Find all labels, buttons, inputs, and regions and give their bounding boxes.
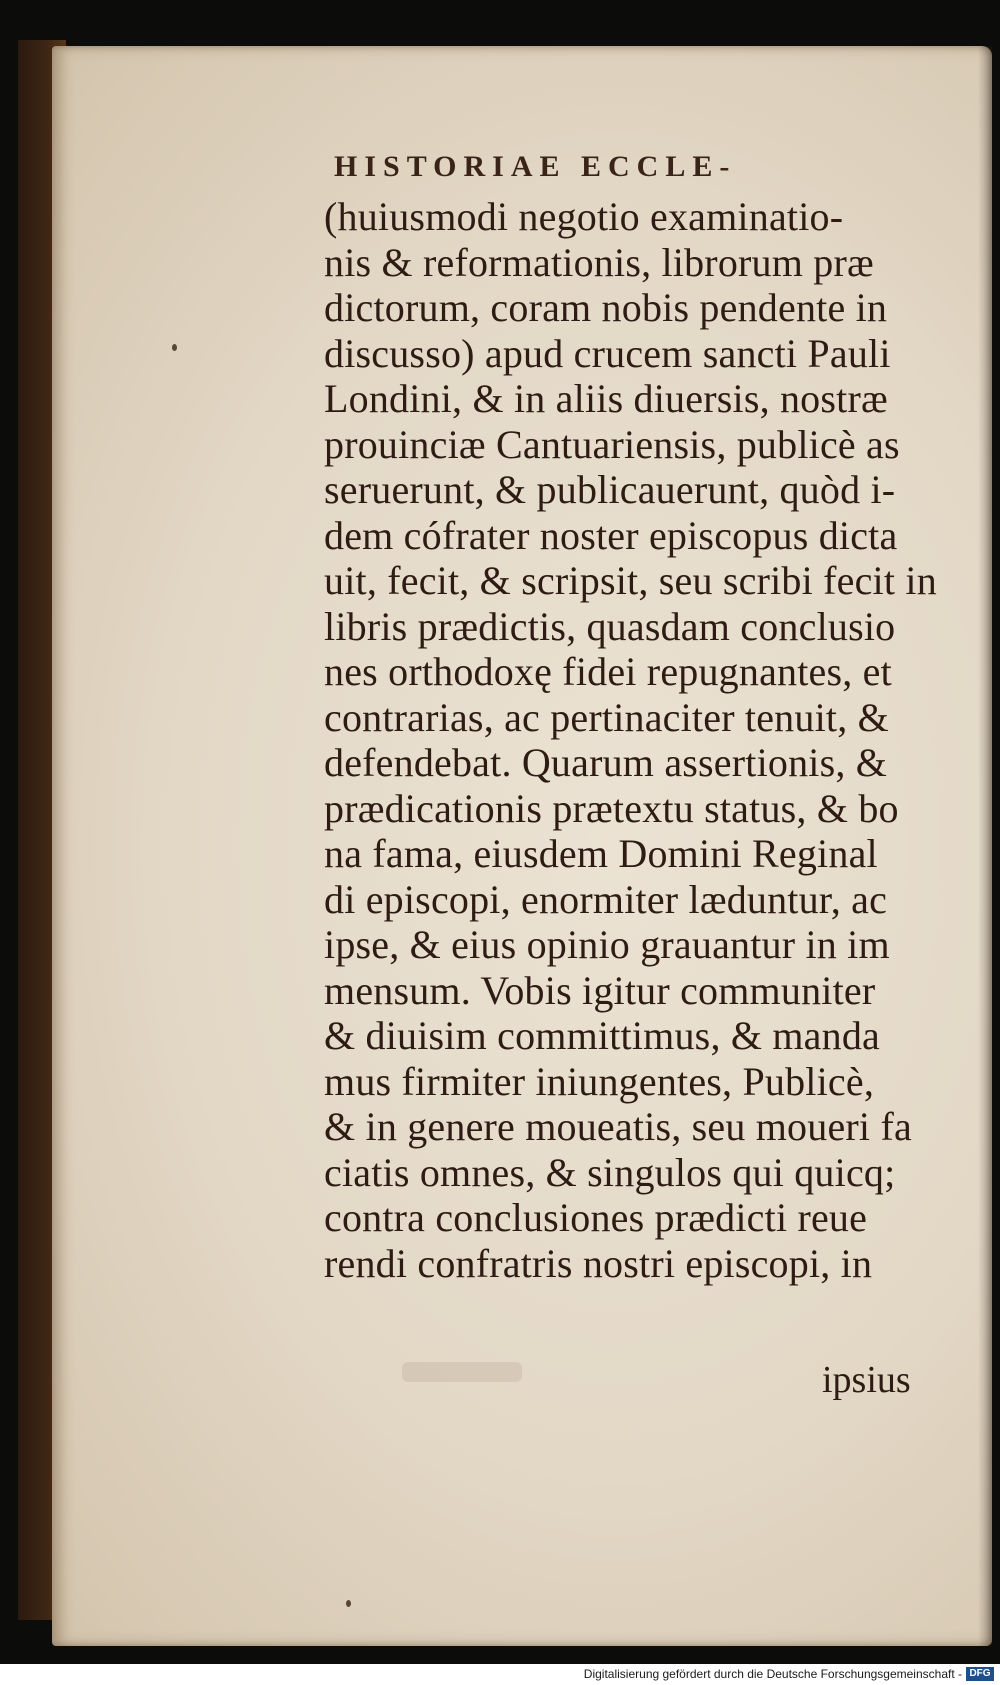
- text-line: mensum. Vobis igitur communiter: [324, 967, 876, 1013]
- text-line: seruerunt, & publicauerunt, quòd i-: [324, 467, 896, 512]
- text-line: discusso) apud crucem sancti Pauli: [324, 330, 891, 376]
- faint-bleedthrough-mark: [402, 1362, 522, 1382]
- ink-speck: [346, 1600, 351, 1607]
- text-line: ipse, & eius opinio grauantur in im: [324, 922, 890, 967]
- text-line: Londini, & in aliis diuersis, nostræ: [324, 376, 888, 421]
- text-line: nes orthodoxę fidei repugnantes, et: [324, 649, 892, 694]
- footer-credit: Digitalisierung gefördert durch die Deutsche Forschungsgemeinschaft -: [583, 1667, 962, 1681]
- footer-bar: [0, 1664, 1000, 1685]
- running-head: HISTORIAE ECCLE-: [334, 150, 737, 183]
- text-line: di episcopi, enormiter læduntur, ac: [324, 876, 888, 922]
- text-line: na fama, eiusdem Domini Reginal: [324, 831, 878, 876]
- text-line: uit, fecit, & scripsit, seu scribi fecit in: [324, 558, 937, 603]
- text-line: dictorum, coram nobis pendente in: [324, 285, 888, 330]
- text-line: & in genere moueatis, seu moueri fa: [324, 1104, 912, 1149]
- text-line: contra conclusiones prædicti reue: [324, 1195, 868, 1240]
- text-line: dem cófrater noster episcopus dicta: [324, 512, 898, 558]
- page-shadow-edge: [978, 46, 992, 1646]
- dfg-logo: DFG: [966, 1667, 994, 1681]
- catchword: ipsius: [822, 1359, 911, 1401]
- text-line: (huiusmodi negotio examinatio-: [324, 194, 844, 239]
- text-line: mus firmiter iniungentes, Publicè,: [324, 1058, 875, 1104]
- text-line: defendebat. Quarum assertionis, &: [324, 740, 888, 785]
- body-text: [324, 194, 964, 1286]
- text-line: ciatis omnes, & singulos qui quicq;: [324, 1149, 896, 1195]
- text-line: prouinciæ Cantuariensis, publicè as: [324, 421, 900, 467]
- text-line: & diuisim committimus, & manda: [324, 1013, 880, 1058]
- text-line: rendi confratris nostri episcopi, in: [324, 1240, 873, 1286]
- text-line: nis & reformationis, librorum præ: [324, 239, 874, 285]
- text-line: contrarias, ac pertinaciter tenuit, &: [324, 694, 889, 740]
- ink-speck: [172, 344, 177, 351]
- text-line: libris prædictis, quasdam conclusio: [324, 603, 896, 649]
- text-line: prædicationis prætextu status, & bo: [324, 785, 899, 831]
